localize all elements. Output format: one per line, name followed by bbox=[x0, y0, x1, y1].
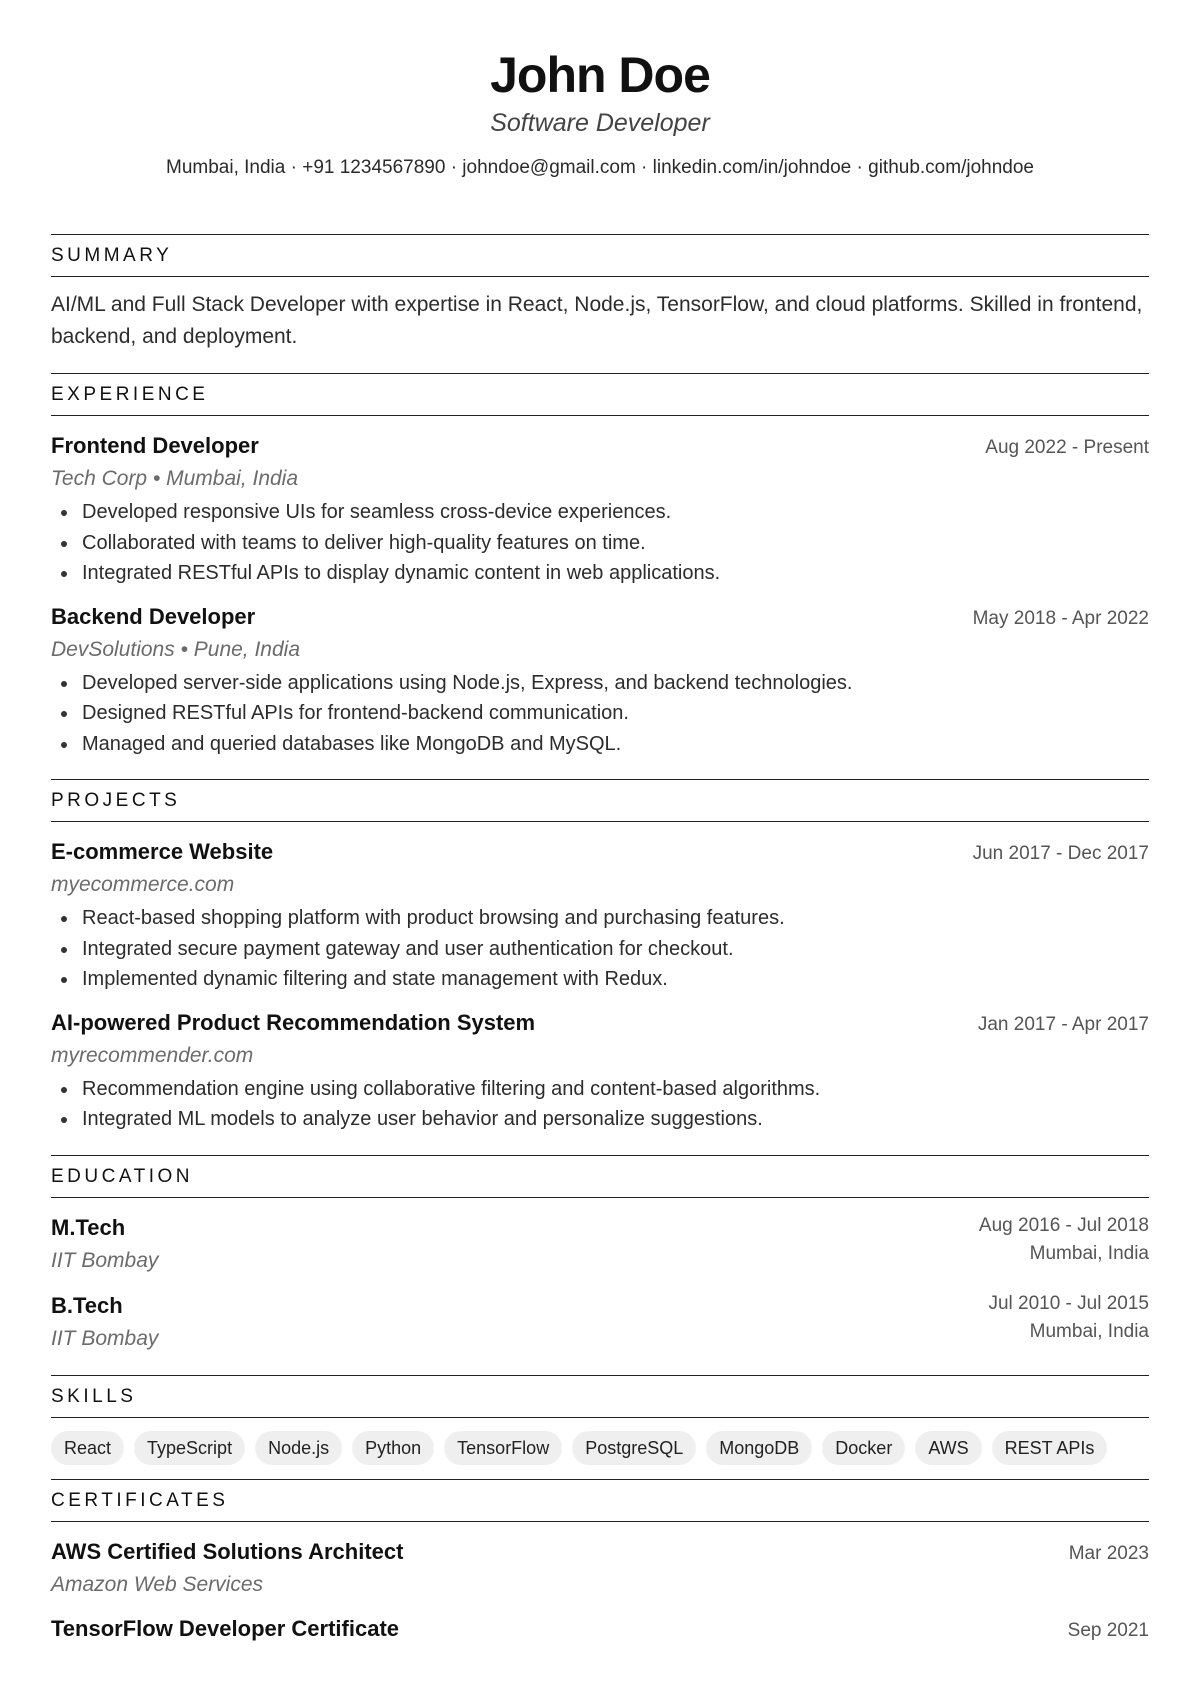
education-location: Mumbai, India bbox=[1029, 1320, 1149, 1342]
certificate-entry bbox=[51, 1536, 1149, 1601]
certificate-date: Mar 2023 bbox=[1068, 1542, 1149, 1564]
skill-chip: TypeScript bbox=[134, 1431, 245, 1465]
skill-chip: React bbox=[51, 1431, 124, 1465]
job-bullets bbox=[51, 668, 1149, 760]
project-link[interactable]: myrecommender.com bbox=[51, 1043, 254, 1067]
bullet-item: Implemented dynamic filtering and state management with Redux. bbox=[51, 964, 1149, 995]
job-bullets bbox=[51, 497, 1149, 589]
bullet-item: Integrated RESTful APIs to display dynamic content in web applications. bbox=[51, 558, 1149, 589]
section-heading-education: EDUCATION bbox=[51, 1156, 1149, 1198]
job-date: Aug 2022 - Present bbox=[985, 437, 1149, 458]
section-heading-projects: PROJECTS bbox=[51, 780, 1149, 822]
bullet-item: Integrated ML models to analyze user behavior and personalize suggestions. bbox=[51, 1104, 1149, 1135]
school-name: IIT Bombay bbox=[51, 1248, 159, 1272]
bullet-item: Managed and queried databases like MongoDB and MySQL. bbox=[51, 729, 1149, 760]
bullet-item: Designed RESTful APIs for frontend-backend communication. bbox=[51, 698, 1149, 729]
project-entry bbox=[51, 1007, 1149, 1135]
summary-section bbox=[51, 234, 1149, 373]
skill-chip: AWS bbox=[915, 1431, 981, 1465]
project-entry bbox=[51, 836, 1149, 995]
experience-entry bbox=[51, 601, 1149, 760]
skill-chip: PostgreSQL bbox=[572, 1431, 696, 1465]
certificate-title: TensorFlow Developer Certificate bbox=[51, 1615, 400, 1641]
certificate-issuer: Amazon Web Services bbox=[51, 1572, 264, 1596]
project-link[interactable]: myecommerce.com bbox=[51, 873, 235, 896]
education-date: Aug 2016 - Jul 2018 bbox=[978, 1214, 1149, 1236]
skill-chip: REST APIs bbox=[992, 1431, 1108, 1465]
degree-title: M.Tech bbox=[51, 1214, 126, 1240]
bullet-item: Recommendation engine using collaborative filtering and content-based algorithms. bbox=[51, 1074, 1149, 1105]
candidate-name: John Doe bbox=[490, 47, 710, 103]
project-title: E-commerce Website bbox=[51, 839, 274, 864]
contact-line: Mumbai, India · +91 1234567890 · johndoe@gmail.com · linkedin.com/in/johndoe · github.com/johndoe bbox=[166, 157, 1034, 178]
section-heading-certificates: CERTIFICATES bbox=[51, 1480, 1149, 1522]
projects-section bbox=[51, 779, 1149, 1155]
project-bullets bbox=[51, 1074, 1149, 1135]
summary-text: AI/ML and Full Stack Developer with expertise in React, Node.js, TensorFlow, and cloud platforms. Skilled in frontend, backend, and deployment. bbox=[51, 293, 1143, 348]
skills-list bbox=[51, 1418, 1149, 1479]
degree-title: B.Tech bbox=[51, 1292, 123, 1318]
certificate-date: Sep 2021 bbox=[1067, 1619, 1149, 1641]
skill-chip: MongoDB bbox=[706, 1431, 812, 1465]
skill-chip: TensorFlow bbox=[444, 1431, 562, 1465]
bullet-item: Integrated secure payment gateway and user authentication for checkout. bbox=[51, 934, 1149, 965]
bullet-item: Collaborated with teams to deliver high-quality features on time. bbox=[51, 528, 1149, 559]
bullet-item: Developed server-side applications using Node.js, Express, and backend technologies. bbox=[51, 668, 1149, 699]
job-date: May 2018 - Apr 2022 bbox=[972, 607, 1149, 629]
skill-chip: Docker bbox=[822, 1431, 905, 1465]
candidate-role: Software Developer bbox=[490, 109, 710, 137]
school-name: IIT Bombay bbox=[51, 1326, 159, 1350]
skill-chip: Node.js bbox=[255, 1431, 342, 1465]
education-entry bbox=[51, 1290, 1149, 1355]
resume-header bbox=[51, 0, 1149, 182]
section-heading-summary: SUMMARY bbox=[51, 235, 1149, 277]
job-title: Backend Developer bbox=[51, 603, 256, 629]
skill-chip: Python bbox=[352, 1431, 434, 1465]
education-entry bbox=[51, 1212, 1149, 1277]
section-heading-skills: SKILLS bbox=[51, 1376, 1149, 1418]
job-company: DevSolutions • Pune, India bbox=[51, 637, 301, 661]
experience-entry bbox=[51, 430, 1149, 589]
section-heading-experience: EXPERIENCE bbox=[51, 374, 1149, 416]
project-date: Jun 2017 - Dec 2017 bbox=[972, 843, 1149, 864]
certificate-entry bbox=[51, 1613, 1149, 1645]
education-section bbox=[51, 1155, 1149, 1375]
project-bullets bbox=[51, 903, 1149, 995]
project-title: AI-powered Product Recommendation System bbox=[51, 1009, 536, 1035]
job-company: Tech Corp • Mumbai, India bbox=[51, 467, 299, 490]
bullet-item: React-based shopping platform with product browsing and purchasing features. bbox=[51, 903, 1149, 934]
job-title: Frontend Developer bbox=[51, 433, 259, 458]
bullet-item: Developed responsive UIs for seamless cross-device experiences. bbox=[51, 497, 1149, 528]
experience-section bbox=[51, 373, 1149, 779]
education-date: Jul 2010 - Jul 2015 bbox=[988, 1292, 1149, 1314]
skills-section bbox=[51, 1375, 1149, 1479]
education-location: Mumbai, India bbox=[1029, 1242, 1149, 1264]
project-date: Jan 2017 - Apr 2017 bbox=[977, 1013, 1149, 1035]
certificates-section bbox=[51, 1479, 1149, 1665]
certificate-title: AWS Certified Solutions Architect bbox=[51, 1538, 404, 1564]
